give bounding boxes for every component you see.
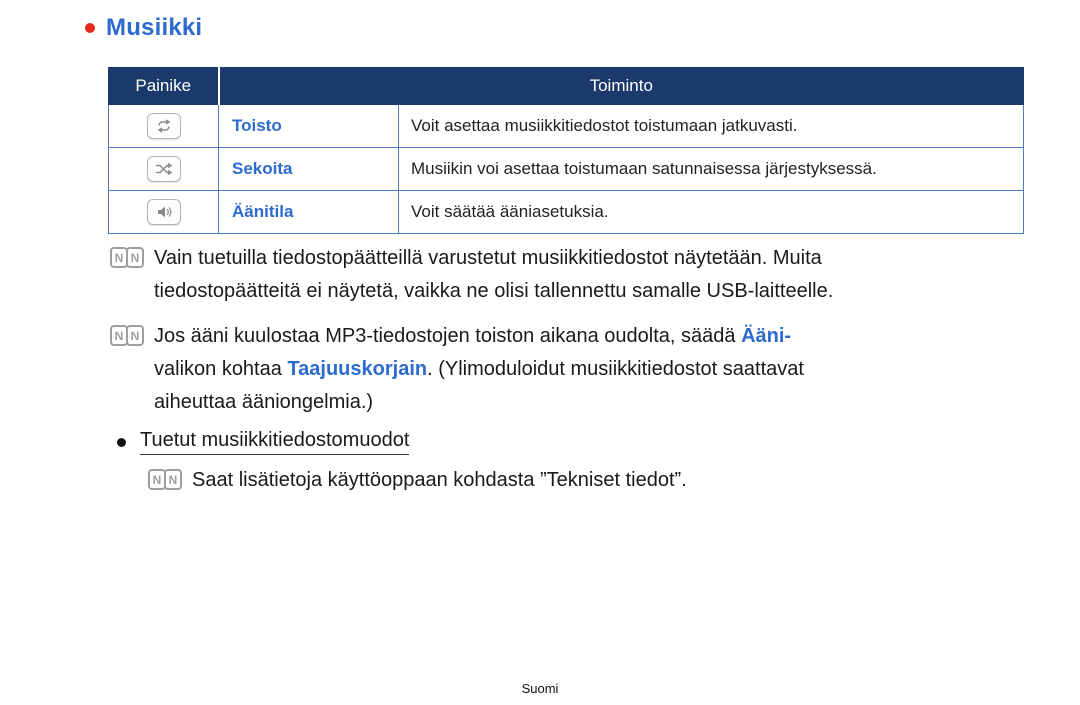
note-line — [154, 353, 804, 386]
note-text — [192, 464, 687, 497]
section-title: Tuetut musiikkitiedostomuodot — [140, 429, 409, 455]
table-row — [109, 191, 1024, 234]
shuffle-icon — [147, 156, 181, 182]
note-text-segment: . (Ylimoduloidut musiikkitiedostot saattavat — [427, 358, 804, 380]
note-icon-glyph: N — [110, 247, 128, 268]
note-text-segment: Jos ääni kuulostaa MP3-tiedostojen toiston aikana oudolta, säädä — [154, 325, 742, 347]
table-row — [109, 148, 1024, 191]
menu-term-taajuuskorjain: Taajuuskorjain — [287, 358, 428, 380]
note-line: tiedostopäätteitä ei näytetä, vaikka ne olisi tallennettu samalle USB-laitteelle. — [154, 280, 834, 302]
row-label: Sekoita — [219, 148, 399, 191]
black-bullet-icon — [117, 438, 126, 447]
repeat-icon — [147, 113, 181, 139]
row-description: Voit säätää ääniasetuksia. — [399, 191, 1024, 234]
note-block — [110, 242, 833, 308]
table-header-row — [109, 68, 1024, 105]
note-line: Vain tuetuilla tiedostopäätteillä varustetut musiikkitiedostot näytetään. Muita — [154, 247, 822, 269]
row-label: Toisto — [219, 105, 399, 148]
row-label: Äänitila — [219, 191, 399, 234]
page-title-row — [85, 14, 202, 42]
button-icon-cell — [109, 191, 219, 234]
note-text-segment: valikon kohtaa — [154, 358, 288, 380]
note-text — [154, 320, 804, 419]
column-header-toiminto: Toiminto — [219, 68, 1024, 105]
row-description: Voit asettaa musiikkitiedostot toistumaan jatkuvasti. — [399, 105, 1024, 148]
note-line — [154, 320, 804, 353]
row-description: Musiikin voi asettaa toistumaan satunnaisessa järjestyksessä. — [399, 148, 1024, 191]
section-heading-row — [117, 429, 409, 455]
note-icon-glyph: N — [148, 469, 166, 490]
note-line: aiheuttaa ääniongelmia.) — [154, 391, 374, 413]
red-bullet-icon — [85, 23, 95, 33]
sound-mode-icon — [147, 199, 181, 225]
note-icon — [110, 247, 142, 308]
note-block — [148, 464, 687, 497]
note-line: Saat lisätietoja käyttöoppaan kohdasta ”Tekniset tiedot”. — [192, 469, 687, 491]
note-icon-glyph: N — [126, 247, 144, 268]
note-icon-glyph: N — [126, 325, 144, 346]
menu-term-aani: Ääni- — [741, 325, 792, 347]
column-header-painike: Painike — [109, 68, 219, 105]
page-title: Musiikki — [106, 14, 203, 41]
button-icon-cell — [109, 105, 219, 148]
table-row — [109, 105, 1024, 148]
note-icon — [148, 469, 180, 497]
button-function-table — [108, 67, 1024, 234]
note-icon-glyph: N — [110, 325, 128, 346]
note-block — [110, 320, 804, 419]
note-icon — [110, 325, 142, 419]
note-text — [154, 242, 833, 308]
footer-language-label: Suomi — [521, 681, 559, 696]
note-icon-glyph: N — [164, 469, 182, 490]
button-icon-cell — [109, 148, 219, 191]
